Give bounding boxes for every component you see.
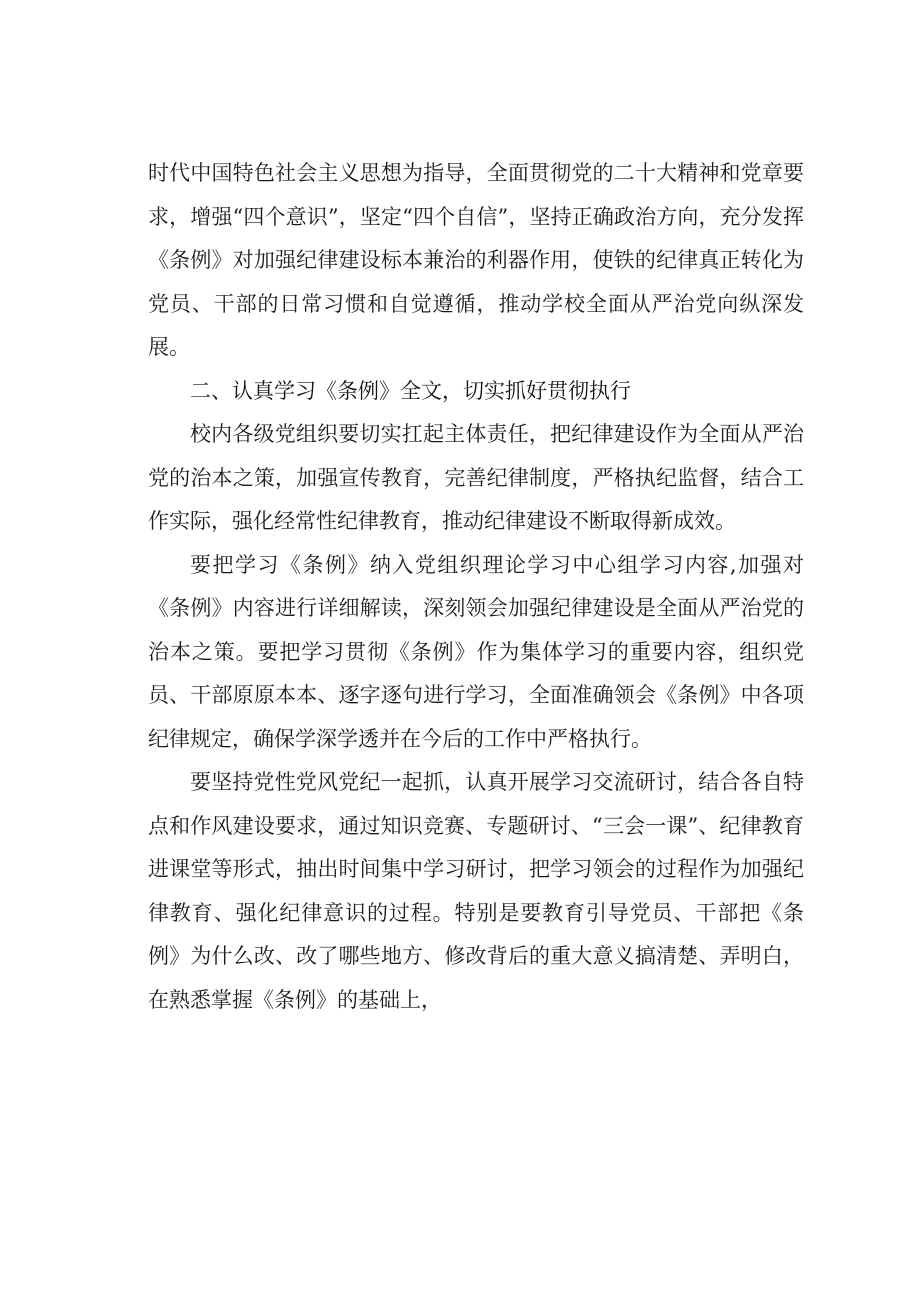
- paragraph-responsibility: 校内各级党组织要切实扛起主体责任，把纪律建设作为全面从严治党的治本之策，加强宣传教育，完善纪律制度，严格执纪监督，结合工作实际，强化经常性纪律教育，推动纪律建设不断取得新成效。: [148, 422, 804, 533]
- paragraph-discipline-education: 要坚持党性党风党纪一起抓，认真开展学习交流研讨，结合各自特点和作风建设要求，通过知识竞赛、专题研讨、“三会一课”、纪律教育进课堂等形式，抽出时间集中学习研讨，把学习领会的过程作为加强纪律教育、强化纪律意识的过程。特别是要教育引导党员、干部把《条例》为什么改、改了哪些地方、修改背后的重大意义搞清楚、弄明白，在熟悉掌握《条例》的基础上，: [148, 770, 804, 1012]
- paragraph-study-content: 要把学习《条例》纳入党组织理论学习中心组学习内容,加强对《条例》内容进行详细解读，深刻领会加强纪律建设是全面从严治党的治本之策。要把学习贯彻《条例》作为集体学习的重要内容，组织党员、干部原原本本、逐字逐句进行学习，全面准确领会《条例》中各项纪律规定，确保学深学透并在今后的工作中严格执行。: [148, 552, 804, 751]
- paragraph-continuation: 时代中国特色社会主义思想为指导，全面贯彻党的二十大精神和党章要求，增强“四个意识”，坚定“四个自信”，坚持正确政治方向，充分发挥《条例》对加强纪律建设标本兼治的利器作用，使铁的纪律真正转化为党员、干部的日常习惯和自觉遵循，推动学校全面从严治党向纵深发展。: [148, 161, 804, 359]
- section-heading: 二、认真学习《条例》全文，切实抓好贯彻执行: [190, 378, 631, 403]
- document-body: [148, 152, 804, 1022]
